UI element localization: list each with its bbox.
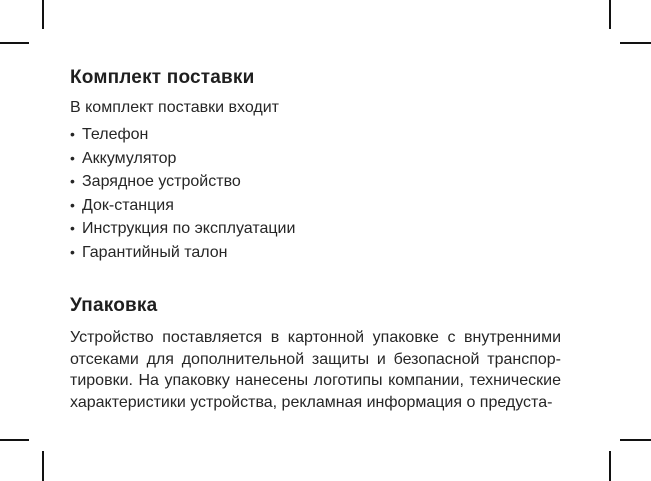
paragraph-line: тировки. На упаковку нанесены логотипы компании, технические <box>70 372 561 390</box>
bullet-icon: • <box>70 149 75 166</box>
list-item-label: Зарядное устройство <box>82 173 241 191</box>
bullet-icon: • <box>70 220 75 237</box>
list-item-label: Телефон <box>82 126 149 143</box>
crop-mark-top-right-horizontal <box>620 42 651 44</box>
list-item-label: Док-станция <box>82 196 174 214</box>
section-heading-package-contents: Комплект поставки <box>70 67 255 88</box>
package-contents-list <box>70 123 295 265</box>
bullet-icon: • <box>70 126 75 142</box>
list-item <box>70 194 295 218</box>
crop-mark-bottom-right-vertical <box>609 451 611 481</box>
list-item <box>70 241 295 265</box>
list-item <box>70 123 295 147</box>
bullet-icon: • <box>70 173 75 190</box>
section-heading-packaging: Упаковка <box>70 295 158 316</box>
bullet-icon: • <box>70 196 75 213</box>
list-item <box>70 147 295 171</box>
crop-mark-top-left-horizontal <box>0 42 29 44</box>
crop-mark-bottom-right-horizontal <box>620 439 651 441</box>
list-item-label: Аккумулятор <box>82 149 177 167</box>
crop-mark-bottom-left-horizontal <box>0 439 29 441</box>
bullet-icon: • <box>70 243 75 260</box>
paragraph-line: отсеками для дополнительной защиты и безопасной транспор- <box>70 350 561 368</box>
crop-mark-top-left-vertical <box>42 0 44 29</box>
paragraph-line: характеристики устройства, рекламная информация о предуста- <box>70 394 553 412</box>
list-item-label: Гарантийный талон <box>82 243 228 261</box>
list-item-label: Инструкция по эксплуатации <box>82 220 296 238</box>
package-contents-intro: В комплект поставки входит <box>70 99 280 116</box>
packaging-paragraph <box>70 327 561 414</box>
list-item <box>70 170 295 194</box>
list-item <box>70 217 295 241</box>
paragraph-line: Устройство поставляется в картонной упаковке с внутренними <box>70 329 561 346</box>
crop-mark-bottom-left-vertical <box>42 451 44 481</box>
crop-mark-top-right-vertical <box>609 0 611 29</box>
